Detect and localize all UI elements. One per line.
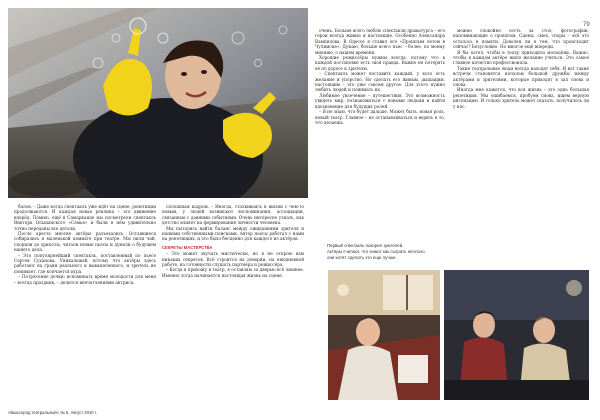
paragraph: балов. – Даже когда спектакль уже идёт на сцене, репетиции продолжаются. И каждая новая реплика – это движение вперёд. Помню, ещё в Самарканде мы посмотрели спектакль Виктора Ольшанского «Семья» и были в нём удивительно точно переданы все детали.: [14, 204, 156, 231]
paragraph: – Это популярнейший спектакль, поставленный по пьесе Сергея Суханова. Уникальный, потому что актёры здесь работают на грани реального и вымышленного, и зритель не понимает, где кончается игра.: [14, 252, 156, 274]
paragraph: можно спокойно сесть за стол, фотографии, напоминающие о прошлом. Сцены, смех, споры – всё это осталось в памяти. Доволен ли я тем, что происходит сейчас? Безусловно. Но многое ещё впереди.: [453, 28, 589, 50]
page-number: 79: [583, 22, 590, 28]
paragraph: – Потрясение дочки: вспоминать время молодости для меня – всегда праздник, – делится впечатлениями актриса.: [14, 274, 156, 285]
paragraph: Хорошие режиссёры нужны всегда, потому что в каждой постановке есть своя правда. Важно не потерять её по дороге к зрителю.: [315, 55, 445, 71]
main-photo: [8, 8, 308, 198]
text-column-1: [14, 204, 156, 404]
paragraph: – Я не знаю, что будет дальше. Может быть, новая роль, новый театр. Главное – не останавливаться и верить в то, что делаешь.: [315, 109, 445, 125]
paragraph: – Это может звучать мистически, но я не открою вам никаких секретов. Всё строится на доверии, на ежедневной работе, на готовности слушать партнёра и режиссёра.: [162, 251, 304, 268]
text-column-3: [315, 28, 445, 228]
paragraph: Мы пытались найти баланс между ожиданиями зрителя и нашими собственными поисками. Автор пьесы работал с нами на репетициях, и это было бесценно для каждого из актёров.: [162, 225, 304, 242]
caption-line-2: Актёры считают, что знают как сыграть неплохо.: [327, 249, 426, 254]
paragraph: Любимое увлечение – путешествия. Это возможность увидеть мир, познакомиться с новыми людьми и найти вдохновение для будущих ролей.: [315, 92, 445, 109]
paragraph: Я бы хотел, чтобы в театр приходила молодёжь. Важно, чтобы в каждом актёре жило желание учиться. Это самое главное качество профессионала.: [453, 49, 589, 66]
text-column-2: [162, 204, 304, 404]
magazine-footer: «Вышгород театральный» № 6, Август 2010 г.: [8, 410, 97, 415]
stage-photo-2: [444, 270, 589, 400]
stage-photo-1: [328, 270, 440, 400]
stage-photo-1-art: [328, 270, 440, 400]
paragraph: После ареста многие актёры разъехались. Оставшиеся собирались в маленькой комнате при театре. Мы пили чай, спорили до хрипоты, читали новые пьесы и думали о будущем нашего дела.: [14, 231, 156, 253]
caption-line-3: они хотят сделать это еще лучше.: [327, 255, 397, 260]
paragraph: – Когда я прихожу в театр, я оставляю за дверью всё лишнее. Именно тогда начинается настоящая жизнь на сцене.: [162, 267, 304, 278]
paragraph: сплошным кадром. – Иногда, сталкиваясь в жизни с чем-то новым, у людей возникают воспоминания, ассоциации, связанные с давними событиями. Очень интересно узнать, как детство влияет на формирование личности человека.: [162, 204, 304, 226]
section-subheading: СЕКРЕТЫ МАСТЕРСТВА: [162, 244, 213, 250]
text-column-4: [453, 28, 589, 228]
paragraph: Такие театральные люди всегда находят себя. И вот такие встречи становятся началом большой дружбы между актёрами и зрителями, которые приходят в зал снова и снова.: [453, 65, 589, 88]
paragraph: очень. Больше всего люблю спектакли драматурга – его герои всегда живые и настоящие. Особенно Александра Вампилова. В Одессе я ставил его «Прошлым летом в Чулимске». Думаю, больше всего пьес – более, по моему мнению, о нашем времени.: [315, 28, 445, 55]
main-photo-art: [8, 8, 308, 198]
paragraph: – Спектакль может поставить каждый, у кого есть желание и упорство. Но сделать его живым, дышащим, настоящим – это уже совсем другое. Для этого нужно любить людей и понимать их.: [315, 71, 445, 93]
caption-line-1: Первый спектакль покорил зрителей.: [327, 243, 404, 248]
stage-photo-2-art: [444, 270, 589, 400]
paragraph: Иногда мне кажется, что вся жизнь – это одна большая репетиция. Мы ошибаемся, пробуем снова, ищем верную интонацию. И только зритель может сказать, получилось ли у нас.: [453, 87, 589, 109]
photo-caption: [327, 243, 587, 261]
